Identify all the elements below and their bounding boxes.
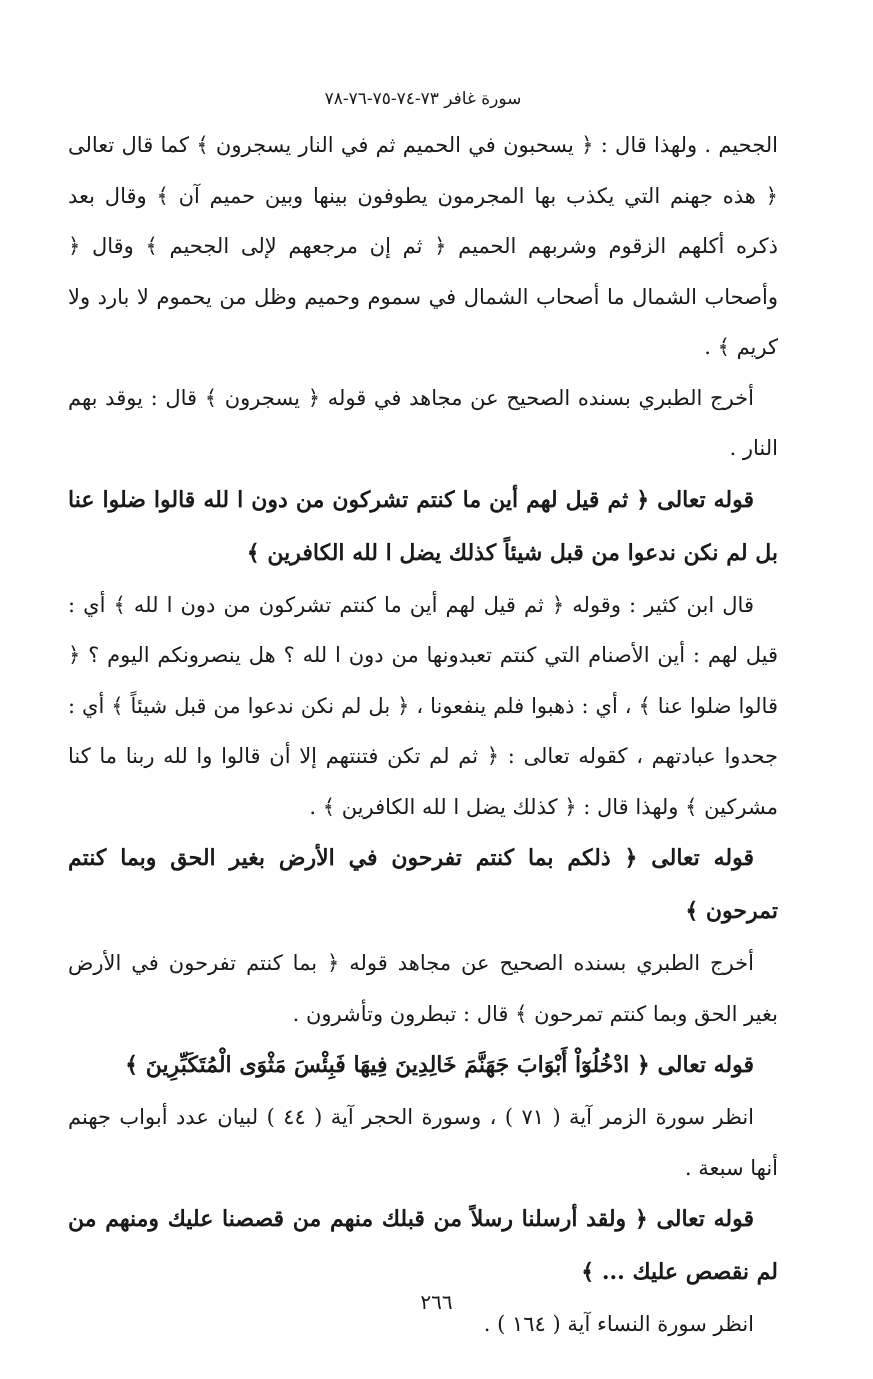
- verse-heading-75: قوله تعالى ﴿ ذلكم بما كنتم تفرحون في الأرض بغير الحق وبما كنتم تمرحون ﴾: [68, 845, 778, 924]
- verse-heading-76: قوله تعالى ﴿ ادْخُلُوٓاْ أَبْوَابَ جَهَنَّمَ خَالِدِينَ فِيهَا فَبِئْسَ مَثْوَى الْمُتَكَبِّرِينَ ﴾: [125, 1052, 754, 1078]
- verse-heading-73-74: قوله تعالى ﴿ ثم قيل لهم أين ما كنتم تشركون من دون ا لله قالوا ضلوا عنا بل لم نكن ندعوا من قبل شيئاً كذلك يضل ا لله الكافرين ﴾: [68, 486, 778, 566]
- paragraph-nisa-reference: انظر سورة النساء آية ( ١٦٤ ) .: [483, 1312, 754, 1336]
- paragraph-tabari-yusjarun: أخرج الطبري بسنده الصحيح عن مجاهد في قوله ﴿ يسجرون ﴾ قال : يوقد بهم النار .: [68, 385, 778, 460]
- verse-heading-78: قوله تعالى ﴿ ولقد أرسلنا رسلاً من قبلك منهم من قصصنا عليك ومنهم من لم نقصص عليك ... ﴾: [68, 1206, 778, 1285]
- paragraph-ibn-kathir: قال ابن كثير : وقوله ﴿ ثم قيل لهم أين ما كنتم تشركون من دون ا لله ﴾ أي : قيل لهم : أين الأصنام التي كنتم تعبدونها من دون ا لله ؟ هل ينصرونكم اليوم ؟ ﴿ قالوا ضلوا عنا ﴾ ، أي : ذهبوا فلم ينفعونا ، ﴿ بل لم نكن ندعوا من قبل شيئاً ﴾ أي : جحدوا عبادتهم ، كقوله تعالى : ﴿ ثم لم تكن فتنتهم إلا أن قالوا وا لله ربنا ما كنا مشركين ﴾ ولهذا قال : ﴿ كذلك يضل ا لله الكافرين ﴾ .: [68, 592, 778, 819]
- running-head: سورة غافر ٧٣-٧٤-٧٥-٧٦-٧٨: [324, 89, 522, 109]
- paragraph-tabari-tafrahun: أخرج الطبري بسنده الصحيح عن مجاهد قوله ﴿ بما كنتم تفرحون في الأرض بغير الحق وبما كنتم تمرحون ﴾ قال : تبطرون وتأشرون .: [68, 951, 778, 1026]
- paragraph-punishment-of-fire: الجحيم . ولهذا قال : ﴿ يسحبون في الحميم ثم في النار يسجرون ﴾ كما قال تعالى ﴿ هذه جهنم التي يكذب بها المجرمون يطوفون بينها وبين حميم آن ﴾ وقال بعد ذكره أكلهم الزقوم وشربهم الحميم ﴿ ثم إن مرجعهم لإلى الجحيم ﴾ وقال ﴿ وأصحاب الشمال ما أصحاب الشمال في سموم وحميم وظل من يحموم لا بارد ولا كريم ﴾ .: [68, 133, 778, 359]
- page-body: [68, 86, 778, 1350]
- page-number: ٢٦٦: [420, 1290, 453, 1314]
- paragraph-gates-of-hell: انظر سورة الزمر آية ( ٧١ ) ، وسورة الحجر آية ( ٤٤ ) لبيان عدد أبواب جهنم أنها سبعة .: [68, 1105, 778, 1180]
